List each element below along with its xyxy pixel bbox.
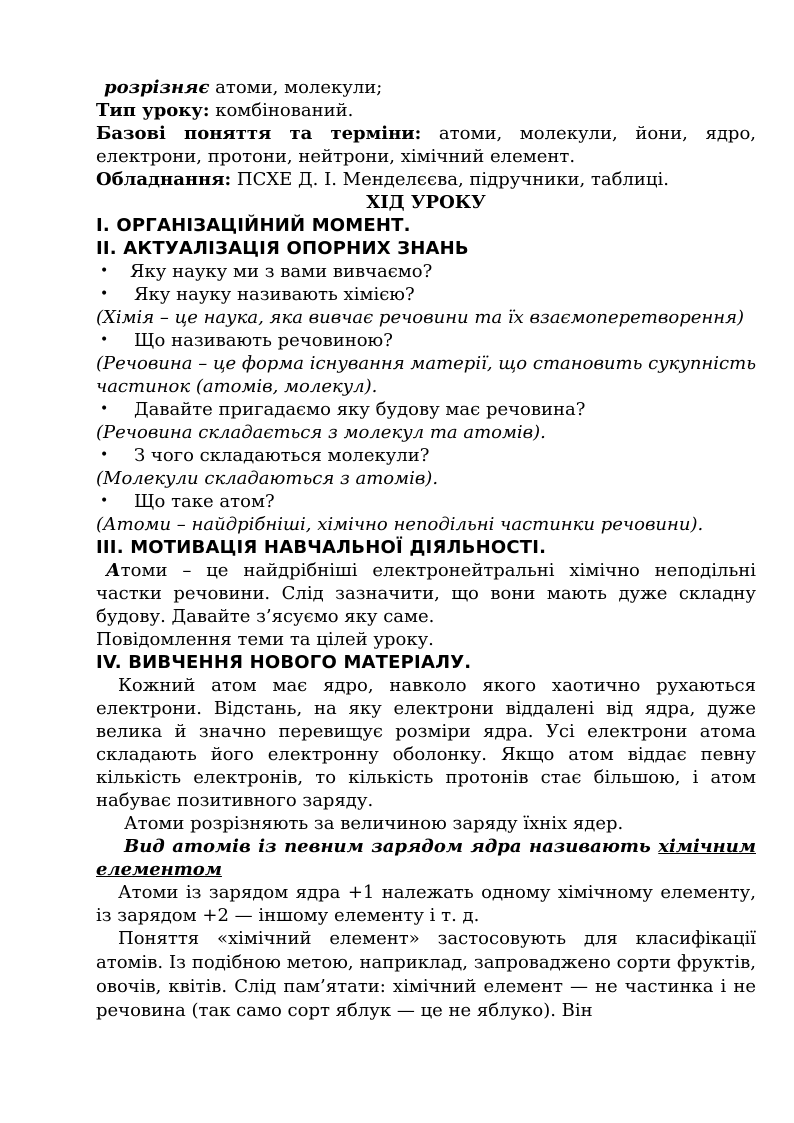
distinguishes-word: розрізняє	[104, 77, 210, 98]
bullet-icon: •	[100, 332, 109, 348]
bullet-icon: •	[100, 263, 109, 279]
question-1: • Яку науку ми з вами вивчаємо?	[100, 261, 433, 282]
drop-letter: А	[106, 560, 121, 581]
bullet-icon: •	[100, 286, 109, 302]
motivation-text: томи – це найдрібніші електронейтральні хімічно неподільні частки речовини. Слід зазначити, що вони мають дуже складну будову. Давайте з’ясуємо яку саме.	[96, 560, 756, 627]
bullet-icon: •	[100, 493, 109, 509]
material-paragraph-5: Поняття «хімічний елемент» застосовують для класифікації атомів. Із подібною метою, наприклад, запроваджено сорти фруктів, овочів, квітів. Слід пам’ятати: хімічний елемент — не частинка і не речовина (так само сорт яблук — це не яблуко). Він	[96, 928, 756, 1021]
section-actualization: ІІ. АКТУАЛІЗАЦІЯ ОПОРНИХ ЗНАНЬ	[96, 238, 469, 259]
question-6: • Що таке атом?	[100, 491, 275, 512]
equipment	[96, 168, 756, 191]
material-paragraph-1: Кожний атом має ядро, навколо якого хаотично рухаються електрони. Відстань, на яку електрони віддалені від ядра, дуже велика й значно перевищує розміри ядра. Усі електрони атома складають його електронну оболонку. Якщо атом віддає певну кількість електронів, то кількість протонів стає більшою, і атом набуває позитивного заряду.	[96, 675, 756, 811]
answer-3: (Речовина – це форма існування матерії, що становить сукупність частинок (атомів, молекул).	[96, 353, 756, 397]
lesson-type	[96, 99, 756, 122]
lesson-type-label: Тип уроку:	[96, 100, 210, 121]
basic-concepts	[96, 122, 756, 168]
equipment-value: ПСХЕ Д. І. Менделєєва, підручники, таблиці.	[231, 169, 669, 190]
material-paragraph-2: Атоми розрізняють за величиною заряду їхніх ядер.	[124, 813, 624, 834]
intro-distinguishes	[96, 76, 756, 99]
material-paragraph-3	[96, 835, 756, 881]
answer-4: (Речовина складається з молекул та атомів).	[96, 422, 546, 443]
section-organizational: І. ОРГАНІЗАЦІЙНИЙ МОМЕНТ.	[96, 215, 411, 236]
question-4: • Давайте пригадаємо яку будову має речовина?	[100, 399, 586, 420]
question-3: • Що називають речовиною?	[100, 330, 393, 351]
bullet-icon: •	[100, 401, 109, 417]
answer-5: (Молекули складаються з атомів).	[96, 468, 439, 489]
answer-2: (Хімія – це наука, яка вивчає речовини та їх взаємоперетворення)	[96, 307, 745, 328]
concepts-label: Базові поняття та терміни:	[96, 123, 422, 144]
topic-announcement: Повідомлення теми та цілей уроку.	[96, 629, 434, 650]
motivation-paragraph	[96, 559, 756, 628]
bullet-icon: •	[100, 447, 109, 463]
section-new-material: ІV. ВИВЧЕННЯ НОВОГО МАТЕРІАЛУ.	[96, 652, 472, 673]
section-motivation: ІІІ. МОТИВАЦІЯ НАВЧАЛЬНОЇ ДІЯЛЬНОСТІ.	[96, 537, 547, 558]
question-5: • З чого складаються молекули?	[100, 445, 430, 466]
element-definition-term: хімічним елементом	[96, 836, 756, 880]
lesson-type-value: комбінований.	[209, 100, 354, 121]
lesson-heading: ХІД УРОКУ	[366, 192, 486, 213]
element-definition-text: Вид атомів із певним зарядом ядра називають	[124, 836, 659, 857]
equipment-label: Обладнання:	[96, 169, 232, 190]
document-page	[96, 76, 756, 1023]
concepts-value: атоми, молекули, йони, ядро, електрони, протони, нейтрони, хімічний елемент.	[96, 123, 757, 167]
material-paragraph-4: Атоми із зарядом ядра +1 належать одному хімічному елементу, із зарядом +2 — іншому елементу і т. д.	[96, 882, 756, 926]
distinguishes-rest: атоми, молекули;	[209, 77, 383, 98]
answer-6: (Атоми – найдрібніші, хімічно неподільні частинки речовини).	[96, 514, 704, 535]
question-2: • Яку науку називають хімією?	[100, 284, 415, 305]
